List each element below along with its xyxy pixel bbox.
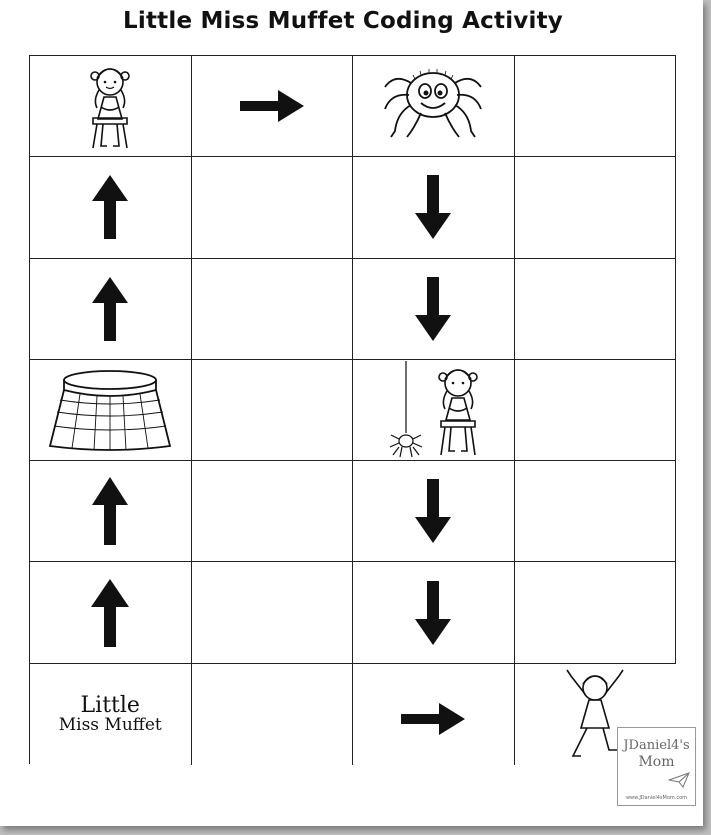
grid-cell — [192, 664, 354, 765]
grid-cell — [30, 56, 192, 157]
paper-plane-icon — [668, 772, 690, 788]
coding-grid — [29, 55, 676, 764]
grid-cell — [192, 360, 354, 461]
grid-cell — [192, 157, 354, 258]
grid-row — [30, 157, 676, 258]
grid-cell — [353, 360, 515, 461]
grid-cell — [515, 259, 677, 360]
grid-cell — [30, 664, 192, 765]
grid-cell — [192, 259, 354, 360]
watermark-url: www.JDaniel4sMom.com — [625, 795, 688, 801]
grid-row — [30, 360, 676, 461]
grid-cell — [515, 157, 677, 258]
grid-row — [30, 259, 676, 360]
arrow-up-icon — [88, 577, 132, 649]
grid-cell — [353, 461, 515, 562]
arrow-down-icon — [413, 477, 453, 545]
grid-cell — [353, 259, 515, 360]
watermark-line-1: JDaniel4's — [623, 738, 690, 753]
grid-cell — [192, 562, 354, 663]
arrow-up-icon — [90, 475, 130, 547]
arrow-down-icon — [413, 275, 453, 343]
grid-cell — [515, 56, 677, 157]
arrow-right-icon — [238, 88, 306, 124]
grid-cell — [30, 259, 192, 360]
grid-cell — [30, 461, 192, 562]
grid-row — [30, 562, 676, 663]
grid-cell — [353, 562, 515, 663]
grid-row — [30, 664, 676, 765]
grid-cell — [515, 461, 677, 562]
spider-icon — [381, 65, 485, 147]
spider-and-girl-icon — [368, 361, 498, 459]
grid-row — [30, 56, 676, 157]
grid-cell — [192, 56, 354, 157]
arrow-down-icon — [413, 579, 453, 647]
title-logo — [59, 694, 162, 735]
grid-cell — [353, 664, 515, 765]
grid-cell — [30, 157, 192, 258]
arrow-up-icon — [90, 173, 130, 241]
grid-cell — [353, 56, 515, 157]
arrow-down-icon — [413, 173, 453, 241]
grid-row — [30, 461, 676, 562]
grid-cell — [192, 461, 354, 562]
grid-cell — [353, 157, 515, 258]
girl-sitting-icon — [75, 60, 145, 152]
page-title: Little Miss Muffet Coding Activity — [123, 8, 563, 34]
watermark-logo — [617, 727, 696, 806]
arrow-right-icon — [399, 701, 467, 737]
grid-cell — [515, 360, 677, 461]
arrow-up-icon — [90, 275, 130, 343]
tuffet-icon — [45, 368, 175, 452]
watermark-line-2: Mom — [638, 754, 675, 770]
grid-cell — [30, 360, 192, 461]
logo-line-1: Little — [80, 692, 140, 718]
logo-line-2: Miss Muffet — [58, 715, 162, 736]
grid-cell — [30, 562, 192, 663]
grid-cell — [515, 562, 677, 663]
